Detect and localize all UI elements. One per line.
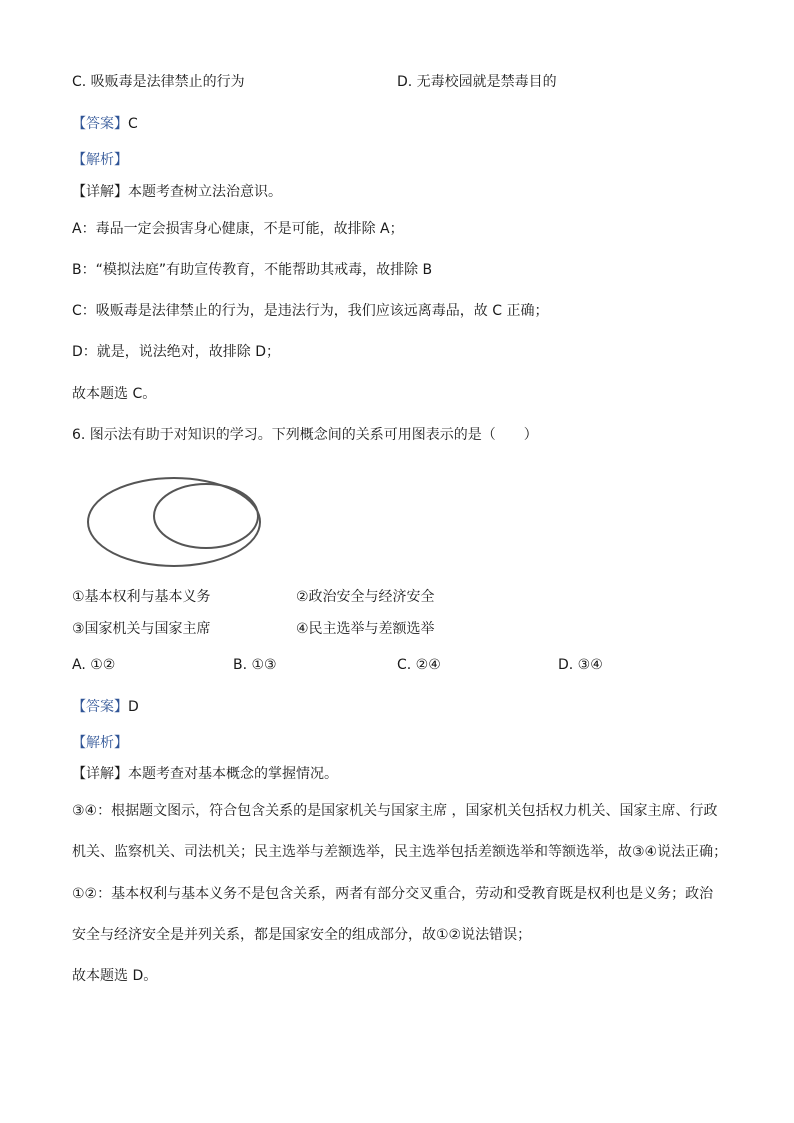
question-stem: 6. 图示法有助于对知识的学习。下列概念间的关系可用图表示的是（ ）: [72, 427, 538, 443]
answer-tag: 【答案】: [72, 116, 128, 132]
answer-value: C: [128, 116, 138, 132]
choice-c: C. ②④: [397, 657, 441, 673]
analysis-tag: 【解析】: [72, 735, 128, 751]
choice-d: D. ③④: [558, 657, 603, 673]
item-2: ②政治安全与经济安全: [296, 589, 435, 605]
paragraph-2-line-2: 安全与经济安全是并列关系，都是国家安全的组成部分，故①②说法错误；: [72, 927, 532, 943]
paragraph-2-line-1: ①②：基本权利与基本义务不是包含关系，两者有部分交叉重合，劳动和受教育既是权利也是义务；政治: [72, 886, 714, 902]
detail-tag: 【详解】: [72, 766, 128, 782]
detail-tag: 【详解】: [72, 184, 128, 200]
option-d: D. 无毒校园就是禁毒目的: [397, 74, 557, 90]
venn-diagram: [86, 472, 266, 572]
detail-line: [72, 183, 282, 201]
conclusion: 故本题选 D。: [72, 968, 158, 984]
paragraph-1-line-1: ③④：根据题文图示，符合包含关系的是国家机关与国家主席 ，国家机关包括权力机关、国家主席、行政: [72, 803, 718, 819]
item-3: ③国家机关与国家主席: [72, 621, 211, 637]
paragraph-1-line-2: 机关、监察机关、司法机关；民主选举与差额选举，民主选举包括差额选举和等额选举，故③④说法正确；: [72, 844, 728, 860]
option-c: C. 吸贩毒是法律禁止的行为: [72, 74, 245, 90]
answer-line: [72, 115, 138, 133]
item-4: ④民主选举与差额选举: [296, 621, 435, 637]
detail-text: 本题考查对基本概念的掌握情况。: [128, 766, 338, 782]
explanation-c: C：吸贩毒是法律禁止的行为，是违法行为，我们应该远离毒品，故 C 正确；: [72, 303, 549, 319]
answer-tag: 【答案】: [72, 699, 128, 715]
explanation-a: A：毒品一定会损害身心健康，不是可能，故排除 A；: [72, 221, 404, 237]
explanation-d: D：就是，说法绝对，故排除 D；: [72, 344, 281, 360]
answer-value: D: [128, 699, 139, 715]
choice-b: B. ①③: [233, 657, 277, 673]
detail-line: [72, 765, 338, 783]
inner-ellipse: [154, 484, 258, 548]
detail-text: 本题考查树立法治意识。: [128, 184, 282, 200]
explanation-b: B：“模拟法庭”有助宣传教育，不能帮助其戒毒，故排除 B: [72, 262, 433, 278]
choice-a: A. ①②: [72, 657, 116, 673]
answer-line: [72, 698, 139, 716]
conclusion: 故本题选 C。: [72, 386, 157, 402]
item-1: ①基本权利与基本义务: [72, 589, 211, 605]
analysis-tag: 【解析】: [72, 152, 128, 168]
